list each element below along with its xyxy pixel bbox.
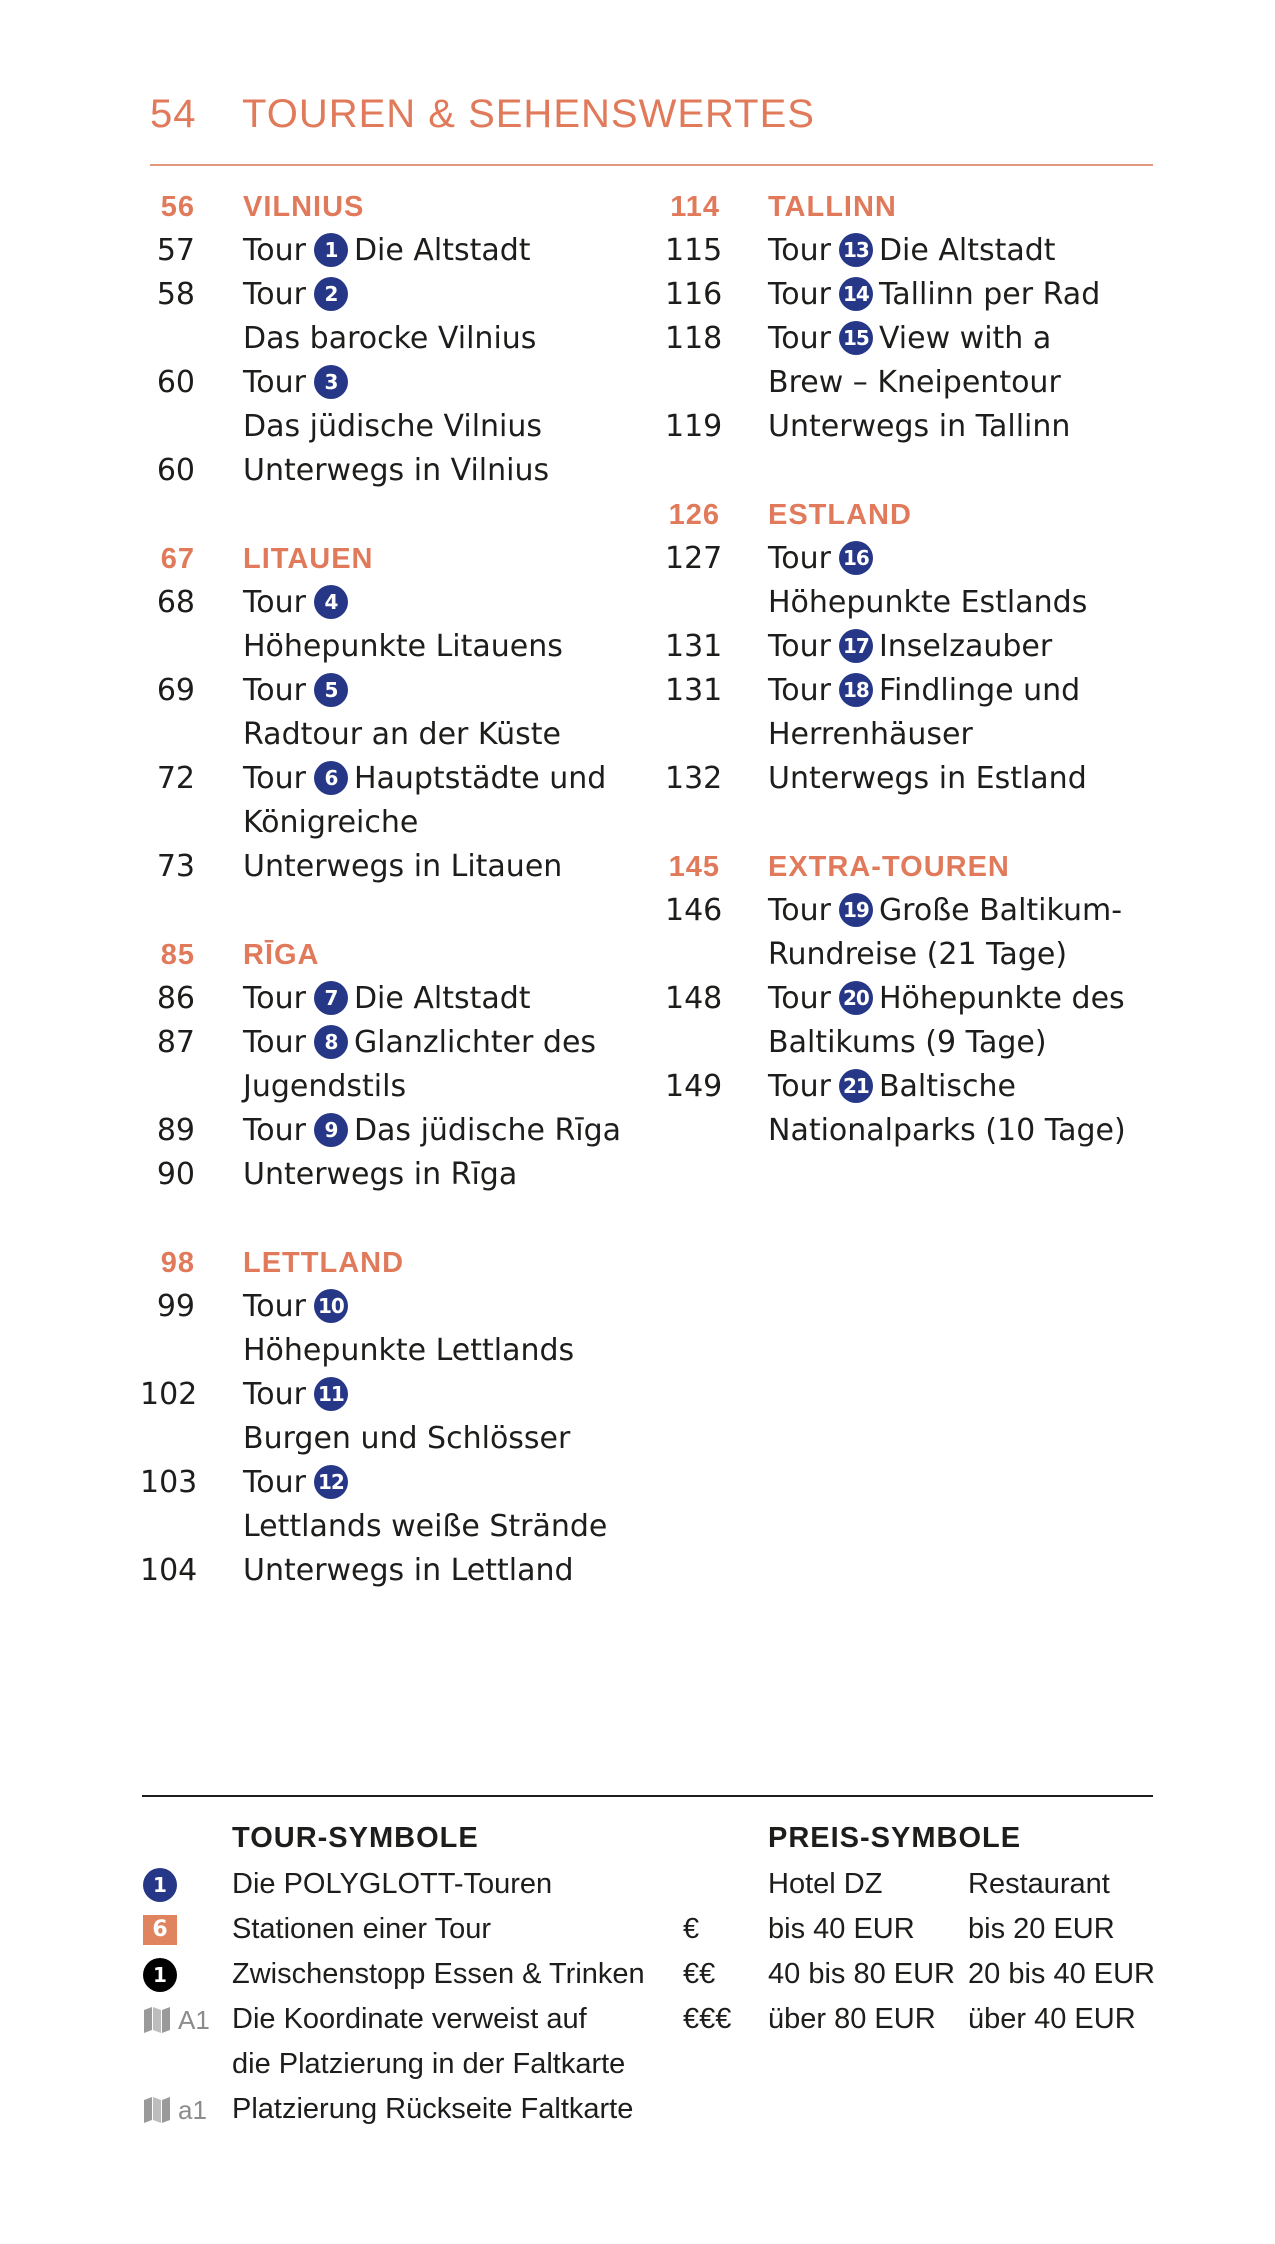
- tour-number-badge-icon: 3: [314, 365, 348, 399]
- price-hotel-2: 40 bis 80 EUR: [768, 1958, 955, 1990]
- entry-page-number: 127: [665, 541, 723, 576]
- toc-entry-continuation: [140, 713, 650, 757]
- entry-title-continued: Nationalparks (10 Tage): [768, 1113, 1126, 1148]
- entry-page-number: 58: [156, 277, 195, 312]
- tour-word: Tour: [243, 1377, 306, 1412]
- tour-word: Tour: [243, 1289, 306, 1324]
- entry-title-continued: Lettlands weiße Strände: [243, 1509, 608, 1544]
- entry-title: Das jüdische Rīga: [353, 1113, 622, 1148]
- entry-title-continued: Das jüdische Vilnius: [243, 409, 543, 444]
- tour-word: Tour: [243, 365, 306, 400]
- entry-title-continued: Rundreise (21 Tage): [768, 937, 1068, 972]
- entry-page-number: 72: [156, 761, 195, 796]
- entry-page-number: 73: [156, 849, 195, 884]
- entry-title: Unterwegs in Estland: [768, 761, 1087, 796]
- entry-title: Unterwegs in Vilnius: [243, 453, 550, 488]
- entry-title-continued: Herrenhäuser: [768, 717, 973, 752]
- toc-entry[interactable]: [665, 669, 1175, 713]
- tour-number-badge-icon: 5: [314, 673, 348, 707]
- section-heading: [665, 185, 1175, 229]
- toc-entry-continuation: [140, 801, 650, 845]
- section-page-number: 126: [668, 499, 720, 531]
- tour-number-badge-icon: 20: [839, 981, 873, 1015]
- toc-section: [665, 185, 1175, 449]
- entry-page-number: 69: [156, 673, 195, 708]
- tour-symbols-heading: TOUR-SYMBOLE: [232, 1822, 479, 1854]
- entry-title-continued: Höhepunkte Lettlands: [243, 1333, 575, 1368]
- section-title: ESTLAND: [768, 499, 912, 531]
- section-title: LITAUEN: [243, 543, 374, 575]
- toc-entry-continuation: [140, 1505, 650, 1549]
- entry-title-continued: Höhepunkte Estlands: [768, 585, 1088, 620]
- tour-number-icon: 1: [143, 1868, 177, 1902]
- entry-text: [768, 229, 1056, 273]
- entry-page-number: 90: [156, 1157, 195, 1192]
- entry-text: [768, 273, 1100, 317]
- toc-entry-continuation: [140, 1329, 650, 1373]
- legend-item-coordinate: Die Koordinate verweist auf: [232, 2003, 587, 2035]
- tour-number-badge-icon: 11: [314, 1377, 348, 1411]
- toc-entry-continuation: [665, 1021, 1175, 1065]
- tour-number-badge-icon: 12: [314, 1465, 348, 1499]
- entry-text: [243, 1549, 574, 1593]
- toc-section: [140, 933, 650, 1197]
- section-page-number: 85: [160, 939, 195, 971]
- entry-text: [243, 229, 531, 273]
- toc-entry-continuation: [665, 581, 1175, 625]
- tour-word: Tour: [768, 981, 831, 1016]
- price-symbol-2: €€: [683, 1958, 716, 1990]
- toc-entry[interactable]: [140, 229, 650, 273]
- toc-section: [140, 1241, 650, 1593]
- toc-entry-continuation: [140, 1065, 650, 1109]
- price-column-hotel: Hotel DZ: [768, 1868, 883, 1900]
- price-restaurant-1: bis 20 EUR: [968, 1913, 1115, 1945]
- toc-section: [140, 185, 650, 493]
- tour-word: Tour: [768, 541, 831, 576]
- toc-entry[interactable]: [665, 977, 1175, 1021]
- toc-entry[interactable]: [665, 317, 1175, 361]
- entry-text: [768, 317, 1051, 361]
- entry-title: Unterwegs in Tallinn: [768, 409, 1071, 444]
- tour-word: Tour: [243, 673, 306, 708]
- toc-entry[interactable]: [140, 1549, 650, 1593]
- entry-page-number: 131: [665, 673, 723, 708]
- entry-page-number: 149: [665, 1069, 723, 1104]
- entry-title-continued: Baltikums (9 Tage): [768, 1025, 1047, 1060]
- toc-entry[interactable]: [665, 625, 1175, 669]
- section-page-number: 67: [160, 543, 195, 575]
- tour-word: Tour: [243, 761, 306, 796]
- tour-number-badge-icon: 13: [839, 233, 873, 267]
- entry-page-number: 115: [665, 233, 723, 268]
- tour-word: Tour: [243, 1113, 306, 1148]
- toc-entry[interactable]: [140, 1153, 650, 1197]
- entry-text: [768, 977, 1125, 1021]
- tour-number-badge-icon: 15: [839, 321, 873, 355]
- price-restaurant-3: über 40 EUR: [968, 2003, 1136, 2035]
- entry-title: Glanzlichter des: [353, 1025, 597, 1060]
- entry-text: [243, 977, 531, 1021]
- entry-text: [243, 1153, 517, 1197]
- tour-number-badge-icon: 14: [839, 277, 873, 311]
- tour-word: Tour: [768, 321, 831, 356]
- entry-page-number: 60: [156, 453, 195, 488]
- toc-entry[interactable]: [140, 1285, 650, 1329]
- toc-entry-continuation: [665, 361, 1175, 405]
- toc-entry[interactable]: [665, 229, 1175, 273]
- legend-item-food-stop: Zwischenstopp Essen & Trinken: [232, 1958, 645, 1990]
- toc-section: [665, 845, 1175, 1153]
- tour-number-badge-icon: 2: [314, 277, 348, 311]
- tour-word: Tour: [768, 629, 831, 664]
- entry-page-number: 99: [156, 1289, 195, 1324]
- section-title: LETTLAND: [243, 1247, 405, 1279]
- entry-title: Große Baltikum-: [878, 893, 1123, 928]
- entry-page-number: 119: [665, 409, 723, 444]
- entry-page-number: 89: [156, 1113, 195, 1148]
- toc-entry[interactable]: [140, 1109, 650, 1153]
- price-symbol-3: €€€: [683, 2003, 732, 2035]
- entry-text: [243, 1109, 621, 1153]
- entry-text: [768, 1065, 1016, 1109]
- toc-section: [665, 493, 1175, 801]
- toc-entry[interactable]: [665, 273, 1175, 317]
- entry-text: [243, 1021, 596, 1065]
- section-heading: [140, 933, 650, 977]
- tour-number-badge-icon: 7: [314, 981, 348, 1015]
- tour-number-badge-icon: 21: [839, 1069, 873, 1103]
- entry-title-continued: Jugendstils: [243, 1069, 407, 1104]
- price-hotel-3: über 80 EUR: [768, 2003, 936, 2035]
- map-back-code: a1: [178, 2095, 207, 2125]
- entry-page-number: 148: [665, 981, 723, 1016]
- entry-title-continued: Burgen und Schlösser: [243, 1421, 571, 1456]
- tour-number-badge-icon: 6: [314, 761, 348, 795]
- entry-title-continued: Höhepunkte Litauens: [243, 629, 563, 664]
- section-title: VILNIUS: [243, 191, 365, 223]
- toc-entry[interactable]: [665, 757, 1175, 801]
- legend-item-back-map: Platzierung Rückseite Faltkarte: [232, 2093, 634, 2125]
- entry-text: [768, 757, 1087, 801]
- tour-word: Tour: [768, 233, 831, 268]
- price-restaurant-2: 20 bis 40 EUR: [968, 1958, 1155, 1990]
- tour-number-badge-icon: 17: [839, 629, 873, 663]
- folded-map-back-icon: [143, 2096, 171, 2124]
- entry-title-continued: Das barocke Vilnius: [243, 321, 537, 356]
- entry-page-number: 131: [665, 629, 723, 664]
- entry-page-number: 102: [140, 1377, 198, 1412]
- entry-text: [768, 625, 1052, 669]
- section-page-number: 145: [668, 851, 720, 883]
- toc-column-right: [665, 185, 1175, 1197]
- entry-text: [243, 449, 549, 493]
- tour-number-badge-icon: 9: [314, 1113, 348, 1147]
- toc-entry[interactable]: [140, 977, 650, 1021]
- legend-item-coordinate-cont: die Platzierung in der Faltkarte: [232, 2048, 626, 2080]
- entry-text: [243, 581, 354, 625]
- toc-entry-continuation: [140, 625, 650, 669]
- section-title: RĪGA: [243, 939, 320, 971]
- header-title: TOUREN & SEHENSWERTES: [242, 92, 815, 136]
- toc-entry[interactable]: [665, 1065, 1175, 1109]
- toc-entry-continuation: [665, 713, 1175, 757]
- tour-word: Tour: [768, 277, 831, 312]
- entry-text: [243, 669, 354, 713]
- tour-number-badge-icon: 4: [314, 585, 348, 619]
- entry-text: [243, 757, 606, 801]
- entry-page-number: 103: [140, 1465, 198, 1500]
- entry-text: [768, 669, 1080, 713]
- section-heading: [140, 1241, 650, 1285]
- entry-page-number: 60: [156, 365, 195, 400]
- map-coordinate-code: A1: [178, 2005, 210, 2035]
- tour-station-icon: 6: [143, 1915, 177, 1945]
- toc-entry-continuation: [140, 405, 650, 449]
- price-hotel-1: bis 40 EUR: [768, 1913, 915, 1945]
- entry-page-number: 118: [665, 321, 723, 356]
- section-heading: [140, 185, 650, 229]
- entry-text: [243, 1285, 354, 1329]
- page-header: [150, 84, 1153, 166]
- entry-title: Unterwegs in Lettland: [243, 1553, 574, 1588]
- toc-section: [140, 537, 650, 889]
- header-page-number: 54: [150, 92, 197, 136]
- entry-text: [243, 845, 562, 889]
- tour-word: Tour: [768, 893, 831, 928]
- entry-text: [243, 361, 354, 405]
- entry-text: [768, 889, 1122, 933]
- entry-title-continued: Radtour an der Küste: [243, 717, 561, 752]
- tour-number-badge-icon: 16: [839, 541, 873, 575]
- tour-number-badge-icon: 18: [839, 673, 873, 707]
- tour-word: Tour: [243, 1465, 306, 1500]
- tour-number-badge-icon: 1: [314, 233, 348, 267]
- toc-entry-continuation: [140, 317, 650, 361]
- section-heading: [665, 845, 1175, 889]
- toc-entry[interactable]: [140, 449, 650, 493]
- section-title: EXTRA-TOUREN: [768, 851, 1010, 883]
- tour-word: Tour: [243, 585, 306, 620]
- section-page-number: 114: [670, 191, 720, 223]
- section-page-number: 98: [160, 1247, 195, 1279]
- entry-title: Die Altstadt: [353, 981, 531, 1016]
- food-stop-icon: 1: [143, 1958, 177, 1992]
- entry-page-number: 86: [156, 981, 195, 1016]
- tour-word: Tour: [243, 1025, 306, 1060]
- tour-word: Tour: [243, 981, 306, 1016]
- toc-entry[interactable]: [140, 757, 650, 801]
- entry-title-continued: Brew – Kneipentour: [768, 365, 1061, 400]
- entry-page-number: 68: [156, 585, 195, 620]
- tour-word: Tour: [768, 673, 831, 708]
- entry-text: [243, 1461, 354, 1505]
- price-symbol-1: €: [683, 1913, 700, 1945]
- entry-title: Inselzauber: [878, 629, 1053, 664]
- toc-entry-continuation: [665, 933, 1175, 977]
- tour-number-badge-icon: 8: [314, 1025, 348, 1059]
- toc-entry[interactable]: [140, 669, 650, 713]
- entry-title: Unterwegs in Rīga: [243, 1157, 518, 1192]
- entry-page-number: 57: [156, 233, 195, 268]
- tour-number-badge-icon: 10: [314, 1289, 348, 1323]
- entry-title: Die Altstadt: [878, 233, 1056, 268]
- section-title: TALLINN: [768, 191, 897, 223]
- entry-title: Tallinn per Rad: [878, 277, 1101, 312]
- toc-entry[interactable]: [140, 361, 650, 405]
- tour-word: Tour: [243, 233, 306, 268]
- entry-title: Unterwegs in Litauen: [243, 849, 563, 884]
- toc-entry[interactable]: [140, 1461, 650, 1505]
- toc-entry[interactable]: [140, 1021, 650, 1065]
- entry-title: View with a: [878, 321, 1052, 356]
- tour-word: Tour: [243, 277, 306, 312]
- toc-entry[interactable]: [140, 1373, 650, 1417]
- entry-text: [768, 537, 879, 581]
- tour-number-badge-icon: 19: [839, 893, 873, 927]
- toc-entry[interactable]: [140, 273, 650, 317]
- entry-page-number: 87: [156, 1025, 195, 1060]
- entry-title: Die Altstadt: [353, 233, 531, 268]
- entry-title: Findlinge und: [878, 673, 1081, 708]
- toc-entry-continuation: [665, 1109, 1175, 1153]
- folded-map-icon: [143, 2006, 171, 2034]
- entry-title: Hauptstädte und: [353, 761, 607, 796]
- price-symbols-heading: PREIS-SYMBOLE: [768, 1822, 1022, 1854]
- section-heading: [140, 537, 650, 581]
- tour-word: Tour: [768, 1069, 831, 1104]
- entry-text: [243, 1373, 354, 1417]
- toc-entry[interactable]: [140, 845, 650, 889]
- legend-item-stations: Stationen einer Tour: [232, 1913, 492, 1945]
- toc-entry[interactable]: [665, 889, 1175, 933]
- entry-title-continued: Königreiche: [243, 805, 419, 840]
- section-page-number: 56: [160, 191, 195, 223]
- entry-title: Baltische: [878, 1069, 1016, 1104]
- entry-page-number: 132: [665, 761, 723, 796]
- price-column-restaurant: Restaurant: [968, 1868, 1110, 1900]
- entry-page-number: 104: [140, 1553, 198, 1588]
- entry-page-number: 146: [665, 893, 723, 928]
- legend-item-tours: Die POLYGLOTT-Touren: [232, 1868, 553, 1900]
- legend-divider: [142, 1795, 1153, 1797]
- entry-text: [768, 405, 1070, 449]
- entry-title: Höhepunkte des: [878, 981, 1125, 1016]
- toc-entry[interactable]: [140, 581, 650, 625]
- toc-entry[interactable]: [665, 537, 1175, 581]
- entry-page-number: 116: [665, 277, 723, 312]
- entry-text: [243, 273, 354, 317]
- toc-entry[interactable]: [665, 405, 1175, 449]
- toc-entry-continuation: [140, 1417, 650, 1461]
- section-heading: [665, 493, 1175, 537]
- toc-column-left: [140, 185, 650, 1637]
